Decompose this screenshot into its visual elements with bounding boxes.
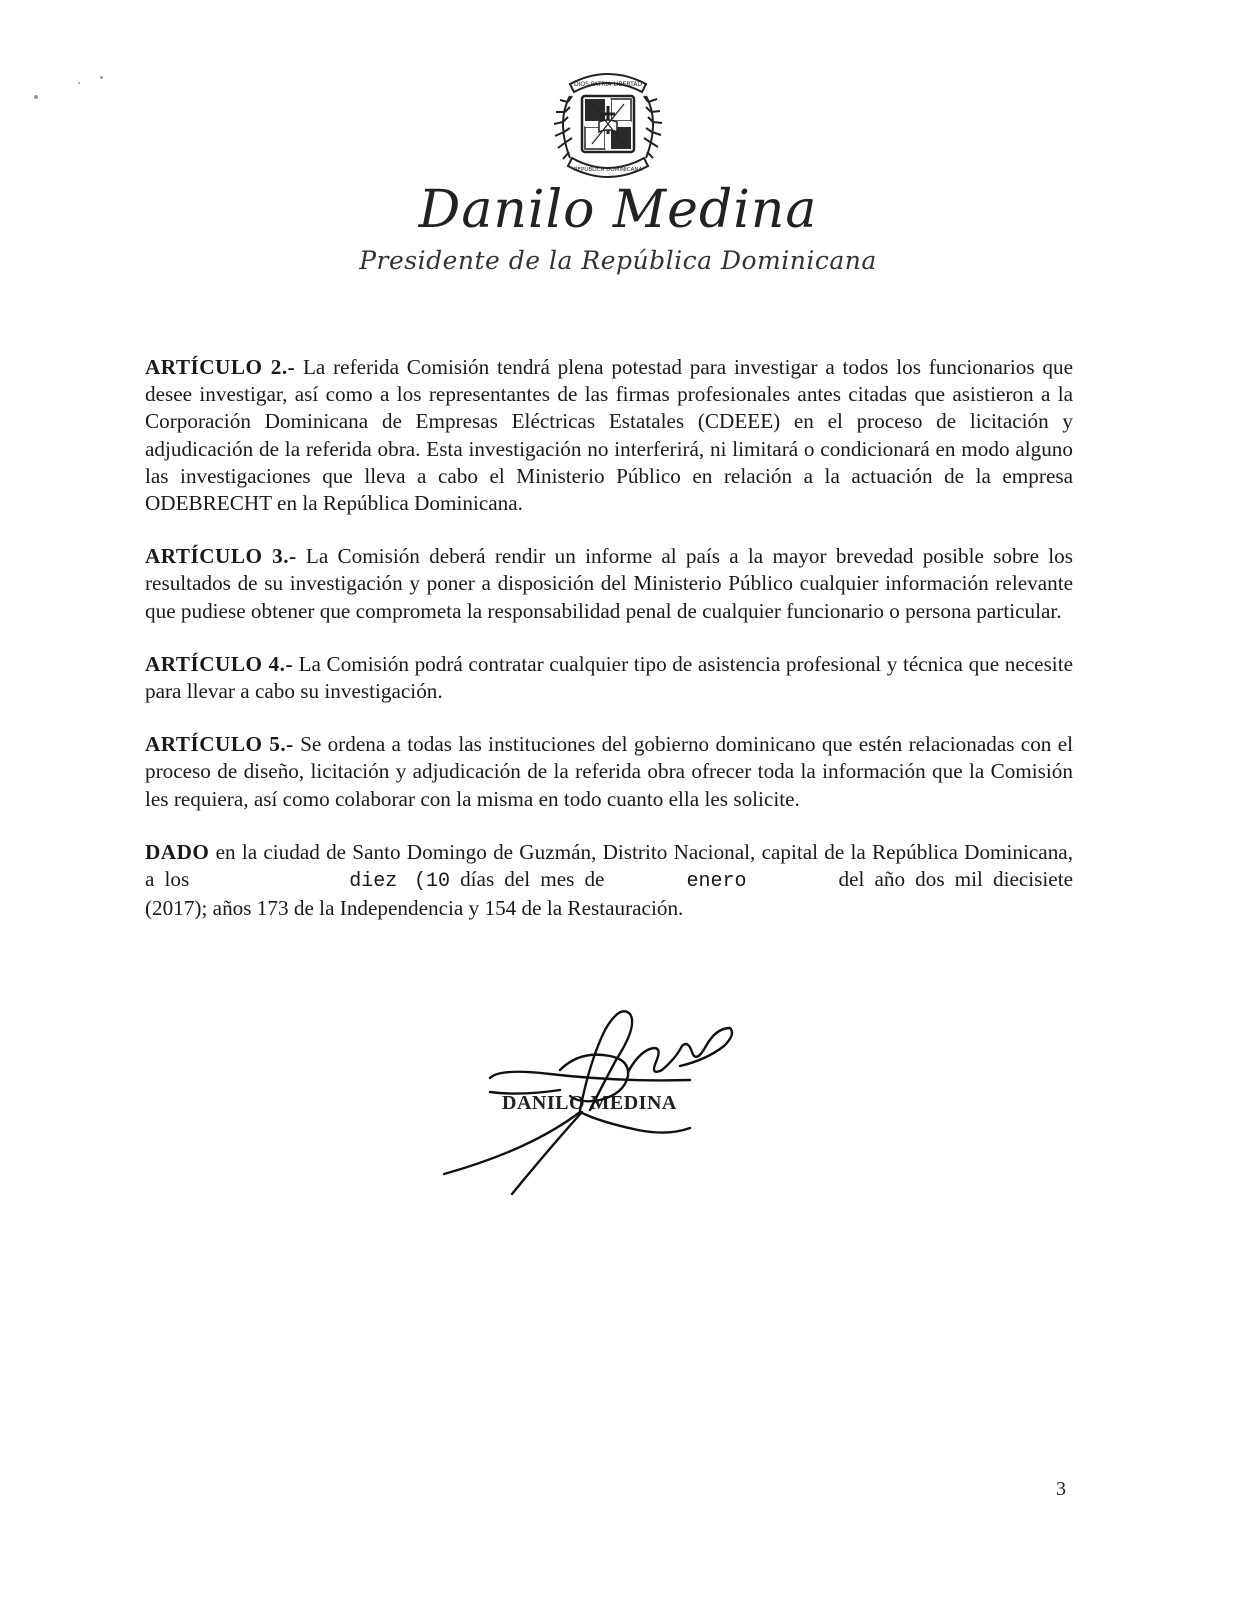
article-text: Se ordena a todas las instituciones del gobierno dominicano que estén relacionadas con el proceso de diseño, licitación y adjudicación de la referida obra ofrecer toda la información que la Comisión les requiera, así como colaborar con la misma en todo cuanto ella les solicite.: [145, 732, 1074, 811]
closing-text-b: días del mes de: [460, 867, 605, 892]
article-4: [145, 651, 1073, 705]
closing-text-a: en la ciudad de Santo Domingo de Guzmán, Distrito Nacional, capital de la República Dominicana, a los: [145, 839, 1073, 892]
page-number: 3: [1056, 1478, 1066, 1500]
document-body: [145, 354, 1073, 948]
seal-bottom-text: REPÚBLICA DOMINICANA: [573, 167, 643, 173]
letterhead-name: Danilo Medina: [418, 180, 818, 240]
article-heading: ARTÍCULO 4.-: [145, 651, 293, 676]
scan-speck: [34, 95, 38, 99]
article-heading: ARTÍCULO 3.-: [145, 544, 297, 569]
article-text: La Comisión deberá rendir un informe al país a la mayor brevedad posible sobre los resultados de su investigación y poner a disposición del Ministerio Público cualquier información relevante que pudiese obtener que comprometa la responsabilidad penal de cualquier funcionario o persona particular.: [145, 544, 1073, 623]
letterhead-title: Presidente de la República Dominicana: [359, 246, 877, 275]
typed-day: diez (10: [349, 870, 450, 894]
article-text: La referida Comisión tendrá plena potestad para investigar a todos los funcionarios que desee investigar, así como a los representantes de las firmas profesionales antes citadas que asistieron a la Corporación Dominicana de Empresas Eléctricas Estatales (CDEEE) en el proceso de licitación y adjudicación de la referida obra. Esta investigación no interferirá, ni limitará o condicionará en modo alguno las investigaciones que lleva a cabo el Ministerio Público en relación a la actuación de la empresa ODEBRECHT en la República Dominicana.: [145, 355, 1074, 516]
closing-heading: DADO: [145, 839, 210, 864]
handwritten-signature-icon: [430, 1000, 750, 1200]
article-text: La Comisión podrá contratar cualquier tipo de asistencia profesional y técnica que necesite para llevar a cabo su investigación.: [145, 651, 1073, 704]
closing-text-c: del año dos mil diecisiete (2017); años 173 de la Independencia y 154 de la Restauración.: [145, 867, 1073, 921]
article-2: [145, 354, 1073, 517]
article-heading: ARTÍCULO 5.-: [145, 732, 294, 757]
seal-top-text: DIOS PATRIA LIBERTAD: [574, 81, 642, 88]
scan-speck: [100, 76, 103, 79]
scan-speck: [78, 82, 80, 84]
article-5: [145, 731, 1073, 813]
coat-of-arms-icon: [548, 62, 668, 186]
closing-paragraph: [145, 839, 1073, 923]
article-heading: ARTÍCULO 2.-: [145, 355, 296, 379]
signer-name: DANILO MEDINA: [502, 1092, 677, 1114]
typed-month: enero: [686, 870, 747, 894]
article-3: [145, 543, 1073, 625]
